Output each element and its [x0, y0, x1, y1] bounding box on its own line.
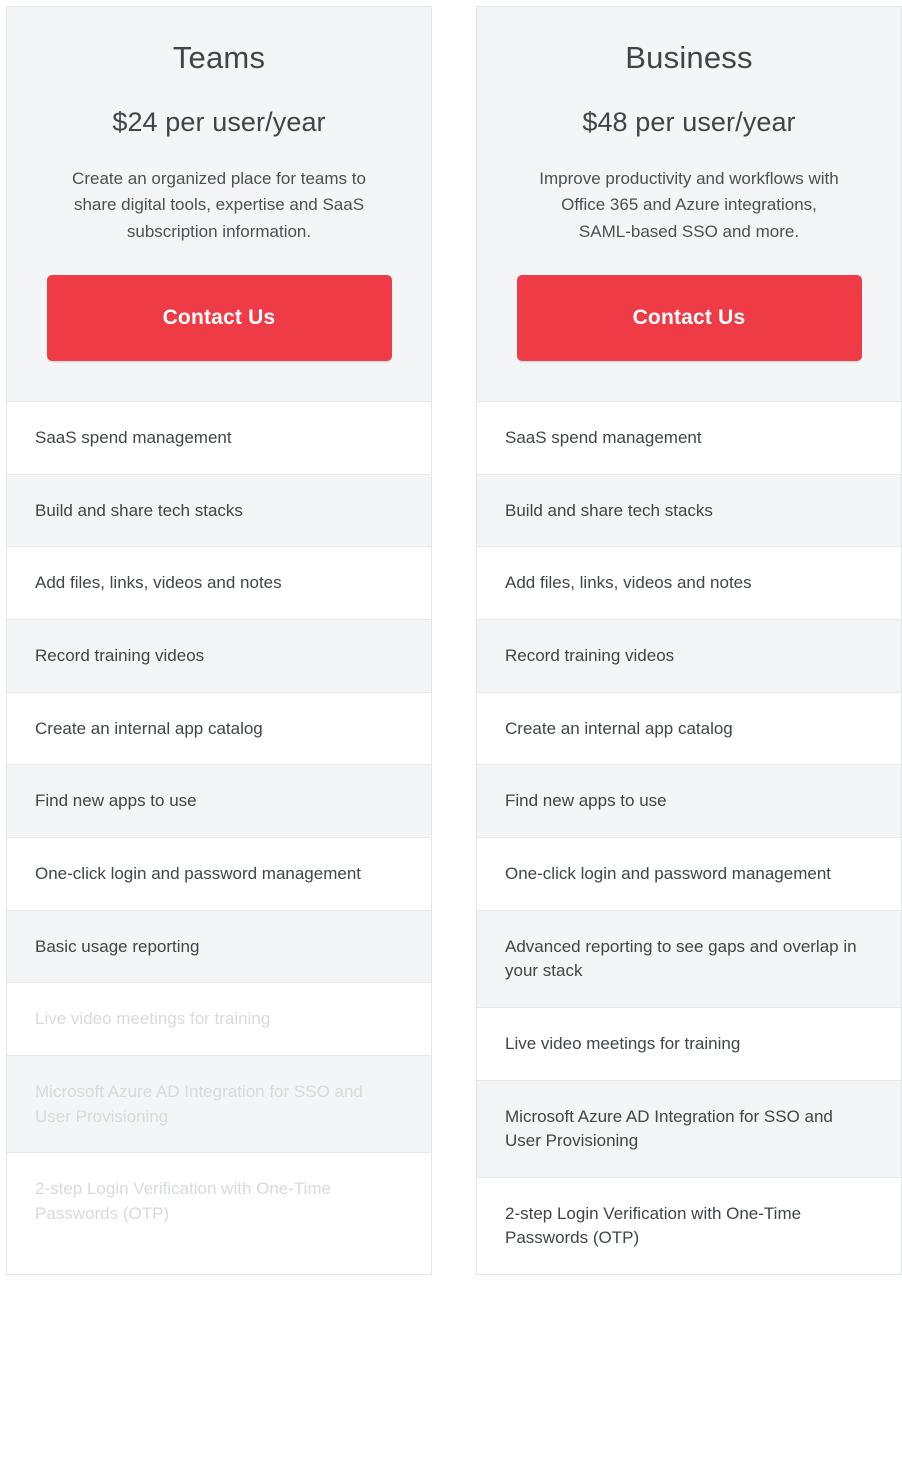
- list-item: Live video meetings for training: [477, 1008, 901, 1081]
- contact-us-button[interactable]: Contact Us: [517, 275, 862, 361]
- list-item: Find new apps to use: [477, 765, 901, 838]
- plan-card-teams: [6, 6, 432, 1275]
- list-item-disabled: 2-step Login Verification with One-Time Passwords (OTP): [7, 1153, 431, 1249]
- list-item-disabled: Microsoft Azure AD Integration for SSO and User Provisioning: [7, 1056, 431, 1153]
- plan-description: Create an organized place for teams to share digital tools, expertise and SaaS subscription information.: [72, 169, 366, 241]
- plan-name: Teams: [172, 40, 266, 75]
- list-item: Microsoft Azure AD Integration for SSO and User Provisioning: [477, 1081, 901, 1178]
- list-item: Create an internal app catalog: [477, 693, 901, 766]
- plan-price: $24 per user/year: [112, 107, 326, 138]
- list-item-disabled: Live video meetings for training: [7, 983, 431, 1056]
- list-item: SaaS spend management: [477, 402, 901, 475]
- list-item: Record training videos: [7, 620, 431, 693]
- list-item: Add files, links, videos and notes: [477, 547, 901, 620]
- list-item: Add files, links, videos and notes: [7, 547, 431, 620]
- list-item: SaaS spend management: [7, 402, 431, 475]
- feature-list-business: [477, 402, 901, 1274]
- list-item: Build and share tech stacks: [7, 475, 431, 548]
- list-item: 2-step Login Verification with One-Time Passwords (OTP): [477, 1178, 901, 1274]
- plan-header-business: [477, 7, 901, 402]
- feature-list-teams: [7, 402, 431, 1249]
- list-item: Advanced reporting to see gaps and overlap in your stack: [477, 911, 901, 1008]
- list-item: Create an internal app catalog: [7, 693, 431, 766]
- plan-name: Business: [625, 40, 753, 75]
- contact-us-button[interactable]: Contact Us: [47, 275, 392, 361]
- list-item: Record training videos: [477, 620, 901, 693]
- list-item: One-click login and password management: [7, 838, 431, 911]
- list-item: Basic usage reporting: [7, 911, 431, 984]
- plan-price: $48 per user/year: [582, 107, 796, 138]
- plan-card-business: [476, 6, 902, 1275]
- list-item: Build and share tech stacks: [477, 475, 901, 548]
- list-item: Find new apps to use: [7, 765, 431, 838]
- list-item: One-click login and password management: [477, 838, 901, 911]
- plan-header-teams: [7, 7, 431, 402]
- plan-description: Improve productivity and workflows with Office 365 and Azure integrations, SAML-based SSO and more.: [539, 169, 839, 241]
